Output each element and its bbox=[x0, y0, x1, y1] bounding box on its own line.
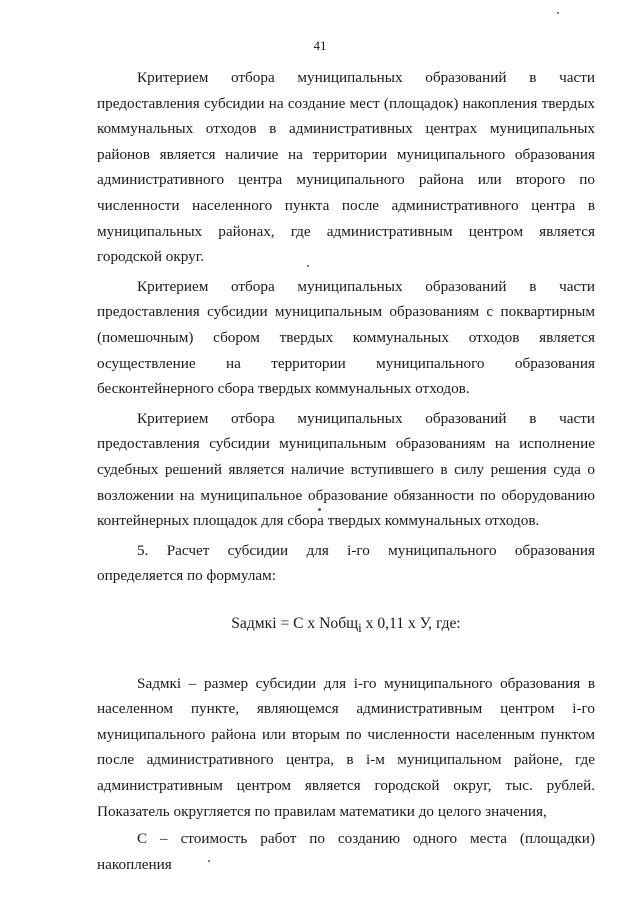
scan-speck bbox=[557, 12, 559, 14]
formula-rhs: х 0,11 х У, где: bbox=[361, 614, 461, 632]
scan-speck bbox=[307, 265, 309, 267]
paragraph-criteria-admin-centers: Критерием отбора муниципальных образований в части предоставления субсидии на создание мест (площадок) накопления твердых коммунальных отходов в административных центрах муниципальных районов является наличие на территории муниципального образования административного центра муниципального района или второго по численности населенного пункта после административного центра в муниципальных районах, где административным центром является городской округ. bbox=[97, 69, 595, 266]
subsidy-formula bbox=[97, 611, 595, 641]
formula-lhs: Sадмкi bbox=[231, 614, 277, 632]
scan-speck bbox=[208, 860, 210, 862]
formula-subscript: i bbox=[358, 619, 362, 635]
scan-speck bbox=[318, 508, 321, 511]
definition-c-cost: С – стоимость работ по созданию одного места (площадки) накопления bbox=[97, 830, 595, 873]
paragraph-criteria-court-decisions: Критерием отбора муниципальных образований в части предоставления субсидии муниципальным образованиям на исполнение судебных решений является наличие вступившего в силу решения суда о возложении на муниципальное образование обязанности по оборудованию контейнерных площадок для сбора твердых коммунальных отходов. bbox=[97, 409, 595, 530]
definition-s-admk: Sадмкi – размер субсидии для i-го муниципального образования в населенном пункте, являющемся административным центром i-го муниципального района или вторым по численности населенным пунктом после административного центра, в i-м муниципальном районе, где административным центром является городской округ, тыс. рублей. Показатель округляется по правилам математики до целого значения, bbox=[97, 674, 595, 820]
page-number: 41 bbox=[313, 38, 327, 53]
document-body bbox=[97, 65, 595, 877]
paragraph-criteria-door-to-door: Критерием отбора муниципальных образований в части предоставления субсидии муниципальным образованиям с поквартирным (помешочным) сбором твердых коммунальных отходов является осуществление на территории муниципального образования бесконтейнерного сбора твердых коммунальных отходов. bbox=[97, 277, 595, 398]
formula-middle: = С х Nобщ bbox=[276, 614, 359, 632]
paragraph-calculation-intro: 5. Расчет субсидии для i-го муниципального образования определяется по формулам: bbox=[97, 541, 595, 585]
